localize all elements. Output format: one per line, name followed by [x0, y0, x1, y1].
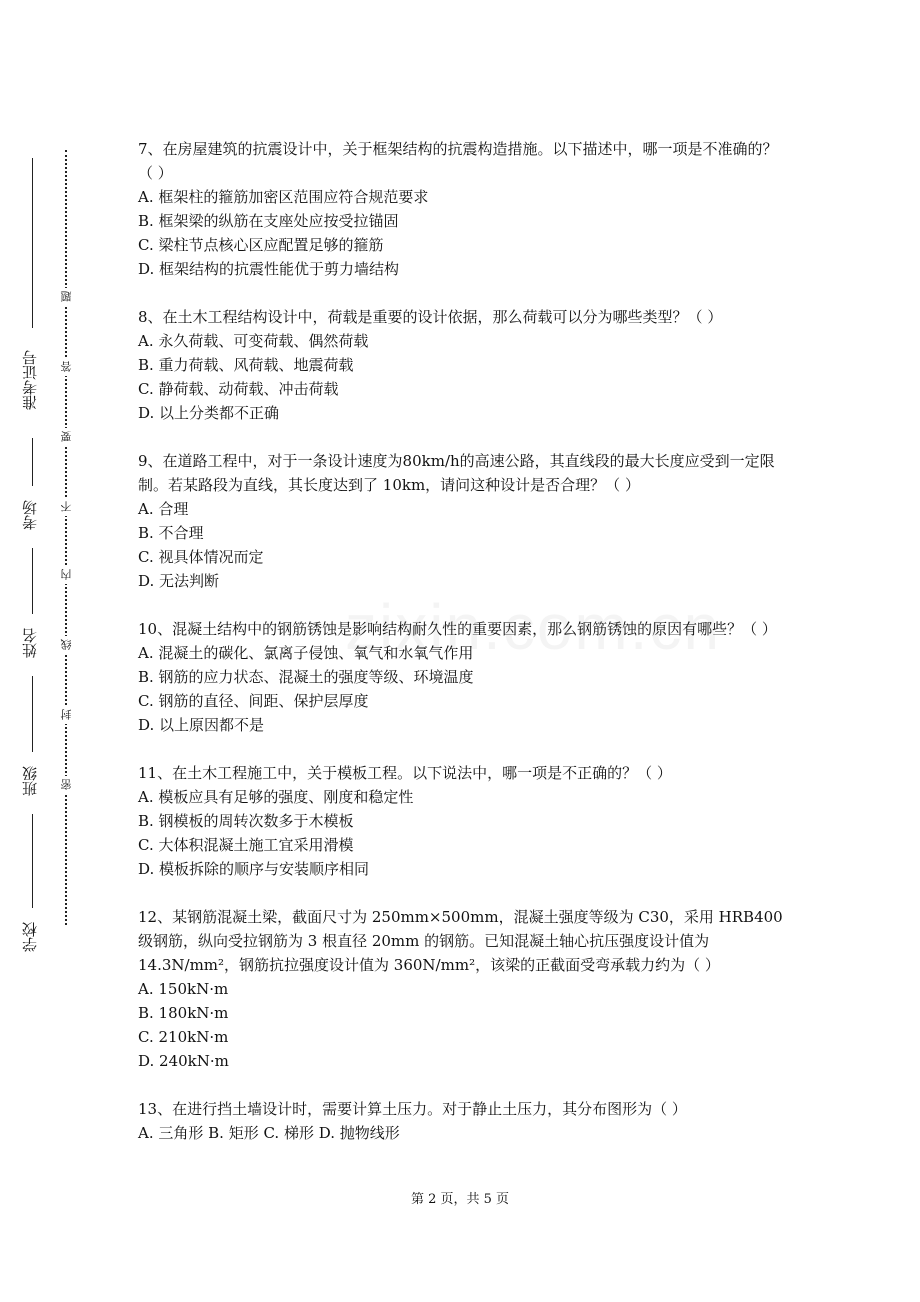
- exam-id-label: 准考证号: [21, 350, 39, 410]
- binding-margin: [0, 0, 110, 1302]
- class-blank: [32, 676, 33, 752]
- seal-char: 不: [58, 498, 74, 516]
- question-12: [138, 905, 790, 1073]
- question-9: [138, 449, 790, 593]
- question-stem: 7、在房屋建筑的抗震设计中，关于框架结构的抗震构造措施。以下描述中，哪一项是不准确的？（ ）: [138, 140, 778, 182]
- option-c: C. 静荷载、动荷载、冲击荷载: [138, 380, 339, 398]
- option-b: B. 重力荷载、风荷载、地震荷载: [138, 356, 354, 374]
- option-a: A. 框架柱的箍筋加密区范围应符合规范要求: [138, 188, 429, 206]
- name-label: 姓名: [21, 628, 39, 658]
- seal-line: [65, 150, 67, 925]
- option-d: D. 框架结构的抗震性能优于剪力墙结构: [138, 260, 400, 278]
- question-stem: 11、在土木工程施工中，关于模板工程。以下说法中，哪一项是不正确的？（ ）: [138, 764, 672, 782]
- seal-char: 要: [58, 428, 74, 446]
- option-d: D. 以上原因都不是: [138, 716, 265, 734]
- question-10: [138, 617, 790, 737]
- option-a: A. 模板应具有足够的强度、刚度和稳定性: [138, 788, 414, 806]
- seal-char: 封: [58, 706, 74, 724]
- option-a: A. 永久荷载、可变荷载、偶然荷载: [138, 332, 369, 350]
- seal-char: 密: [58, 776, 74, 794]
- option-c: C. 视具体情况而定: [138, 548, 264, 566]
- seal-char: 内: [58, 566, 74, 584]
- exam-id-blank: [32, 158, 33, 328]
- option-a: A. 合理: [138, 500, 189, 518]
- seal-char: 答: [58, 358, 74, 376]
- option-b: B. 不合理: [138, 524, 204, 542]
- option-b: B. 框架梁的纵筋在支座处应按受拉锚固: [138, 212, 399, 230]
- question-8: [138, 305, 790, 425]
- option-a: A. 混凝土的碳化、氯离子侵蚀、氧气和水氧气作用: [138, 644, 474, 662]
- question-stem: 9、在道路工程中，对于一条设计速度为80km/h的高速公路，其直线段的最大长度应受到一定限制。若某路段为直线，其长度达到了 10km，请问这种设计是否合理？（ ）: [138, 452, 775, 494]
- question-stem: 13、在进行挡土墙设计时，需要计算土压力。对于静止土压力，其分布图形为（ ）: [138, 1100, 687, 1118]
- question-stem: 12、某钢筋混凝土梁，截面尺寸为 250mm×500mm，混凝土强度等级为 C30，采用 HRB400 级钢筋，纵向受拉钢筋为 3 根直径 20mm 的钢筋。已知混凝土轴心抗压强度设计值为 14.3N/mm²，钢筋抗拉强度设计值为 360N/mm²，该梁的正截面受弯承载力约为（ ）: [138, 908, 783, 974]
- exam-room-label: 考场: [21, 500, 39, 530]
- question-list: [138, 137, 790, 1169]
- question-7: [138, 137, 790, 281]
- school-label: 学校: [21, 922, 39, 952]
- exam-room-blank: [32, 438, 33, 486]
- option-b: B. 钢模板的周转次数多于木模板: [138, 812, 354, 830]
- option-c: C. 210kN·m: [138, 1028, 229, 1046]
- option-d: D. 以上分类都不正确: [138, 404, 280, 422]
- school-blank: [32, 814, 33, 908]
- option-d: D. 240kN·m: [138, 1052, 229, 1070]
- option-a: A. 150kN·m: [138, 980, 229, 998]
- question-stem: 8、在土木工程结构设计中，荷载是重要的设计依据，那么荷载可以分为哪些类型？（ ）: [138, 308, 723, 326]
- question-stem: 10、混凝土结构中的钢筋锈蚀是影响结构耐久性的重要因素，那么钢筋锈蚀的原因有哪些？（ ）: [138, 620, 777, 638]
- option-line: A. 三角形 B. 矩形 C. 梯形 D. 抛物线形: [138, 1124, 400, 1142]
- option-c: C. 大体积混凝土施工宜采用滑模: [138, 836, 354, 854]
- option-b: B. 180kN·m: [138, 1004, 229, 1022]
- option-c: C. 梁柱节点核心区应配置足够的箍筋: [138, 236, 384, 254]
- option-c: C. 钢筋的直径、间距、保护层厚度: [138, 692, 369, 710]
- option-b: B. 钢筋的应力状态、混凝土的强度等级、环境温度: [138, 668, 474, 686]
- question-13: [138, 1097, 790, 1145]
- option-d: D. 无法判断: [138, 572, 220, 590]
- seal-char: 线: [58, 636, 74, 654]
- seal-char: 题: [58, 288, 74, 306]
- question-11: [138, 761, 790, 881]
- name-blank: [32, 548, 33, 614]
- class-label: 班级: [21, 766, 39, 796]
- page-footer: 第 2 页，共 5 页: [410, 1192, 510, 1207]
- option-d: D. 模板拆除的顺序与安装顺序相同: [138, 860, 370, 878]
